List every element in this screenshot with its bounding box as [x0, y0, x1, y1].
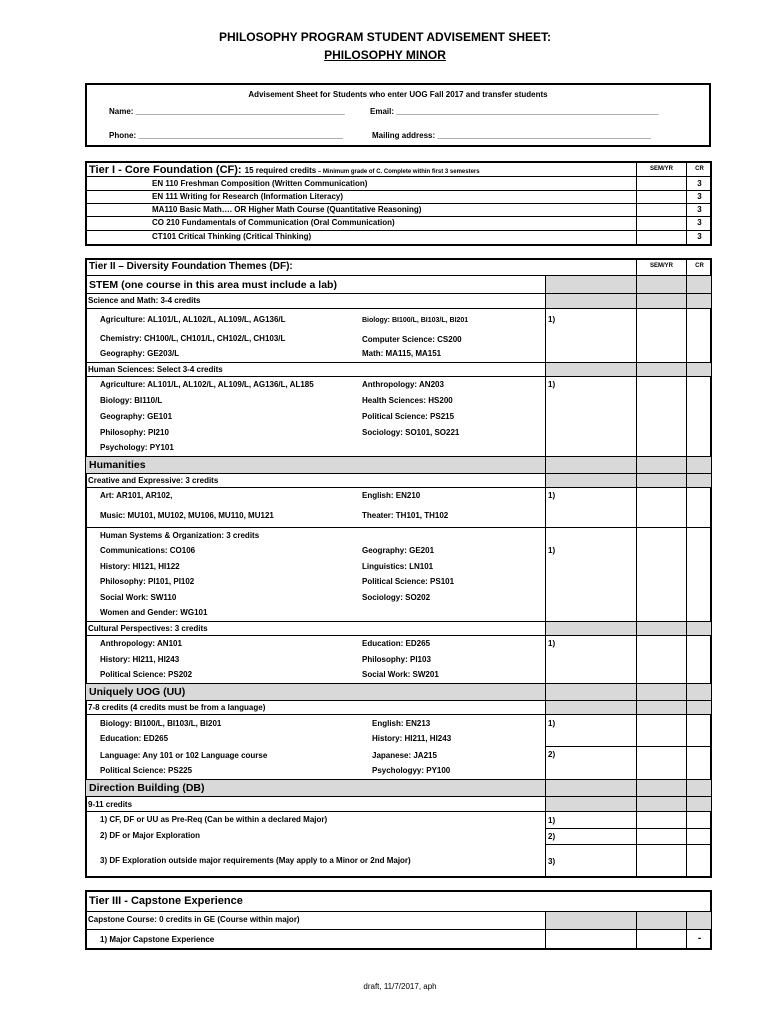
cult-label: Cultural Perspectives: 3 credits: [88, 624, 208, 633]
db-item-1: 1) CF, DF or UU as Pre-Req (Can be within a declared Major): [100, 815, 328, 824]
cs-courses: Computer Science: CS200: [362, 335, 462, 344]
sci-math-label: Science and Math: 3-4 credits: [88, 296, 201, 305]
page-title: PHILOSOPHY PROGRAM STUDENT ADVISEMENT SHEET:: [218, 30, 552, 44]
hum-sci-label: Human Sciences: Select 3-4 credits: [88, 365, 223, 374]
h-phil-courses: Philosophy: PI210: [100, 428, 169, 437]
tier2-sem-header: SEM/YR: [649, 263, 673, 269]
soc-courses: Sociology: SO202: [362, 593, 431, 602]
english-courses: English: EN210: [362, 491, 421, 500]
tier1-cr-1: 3: [697, 179, 702, 188]
db-credits: 9-11 credits: [88, 800, 133, 809]
theater-courses: Theater: TH101, TH102: [362, 511, 449, 520]
stem-slot-1[interactable]: 1): [548, 315, 556, 324]
hist-courses: History: HI121, HI122: [100, 562, 180, 571]
chem-courses: Chemistry: CH100/L, CH101/L, CH102/L, CH103/L: [100, 334, 286, 343]
stem-title: STEM (one course in this area must include a lab): [89, 279, 337, 291]
uu-slot-2[interactable]: 2): [548, 750, 556, 759]
agri-courses: Agriculture: AL101/L, AL102/L, AL109/L, AG136/L: [100, 315, 286, 324]
tier1-cr-header: CR: [695, 166, 704, 172]
page-subtitle: PHILOSOPHY MINOR: [324, 48, 446, 62]
tier1-course-4: CO 210 Fundamentals of Communication (Oral Communication): [152, 218, 395, 227]
sw2-courses: Social Work: SW201: [362, 670, 439, 679]
h-health-courses: Health Sciences: HS200: [362, 396, 453, 405]
hist2-courses: History: HI211, HI243: [100, 655, 180, 664]
info-heading: Advisement Sheet for Students who enter UOG Fall 2017 and transfer students: [248, 90, 548, 99]
uu-edu-courses: Education: ED265: [100, 734, 169, 743]
tier1-course-1: EN 110 Freshman Composition (Written Communication): [152, 179, 368, 188]
art-courses: Art: AR101, AR102,: [100, 491, 173, 500]
math-courses: Math: MA115, MA151: [362, 349, 442, 358]
cult-slot-1[interactable]: 1): [548, 639, 556, 648]
email-field[interactable]: Email: ___________________________________________________________: [370, 107, 659, 116]
uu-bio-courses: Biology: BI100/L, BI103/L, BI201: [100, 719, 222, 728]
hum-sci-slot-1[interactable]: 1): [548, 380, 556, 389]
tier1-sem-header: SEM/YR: [649, 166, 673, 172]
tier2-title: Tier II – Diversity Foundation Themes (DF):: [89, 261, 293, 272]
hso-slot-1[interactable]: 1): [548, 546, 556, 555]
wg-courses: Women and Gender: WG101: [100, 608, 208, 617]
tier1-cr-2: 3: [697, 192, 702, 201]
creative-label: Creative and Expressive: 3 credits: [88, 476, 219, 485]
h-anth-courses: Anthropology: AN203: [362, 380, 444, 389]
footer-note: draft, 11/7/2017, aph: [363, 982, 437, 991]
tier3-item: 1) Major Capstone Experience: [100, 935, 215, 944]
geo-courses: Geography: GE203/L: [100, 349, 180, 358]
ps-courses: Political Science: PS101: [362, 577, 455, 586]
creative-slot-1[interactable]: 1): [548, 491, 556, 500]
uu-ps-courses: Political Science: PS225: [100, 766, 193, 775]
music-courses: Music: MU101, MU102, MU106, MU110, MU121: [100, 511, 274, 520]
mailing-address-field[interactable]: Mailing address: ________________________________________________: [372, 131, 651, 140]
tier1-cr-5: 3: [697, 232, 702, 241]
db-title: Direction Building (DB): [89, 782, 205, 794]
uu-psy-courses: Psychologyy: PY100: [372, 766, 451, 775]
sw-courses: Social Work: SW110: [100, 593, 177, 602]
uu-english-courses: English: EN213: [372, 719, 431, 728]
db-item-3: 3) DF Exploration outside major requirements (May apply to a Minor or 2nd Major): [100, 856, 411, 865]
db-slot-3[interactable]: 3): [548, 857, 556, 866]
db-slot-2[interactable]: 2): [548, 832, 556, 841]
uu-slot-1[interactable]: 1): [548, 719, 556, 728]
anth-courses: Anthropology: AN101: [100, 639, 182, 648]
phil-courses: Philosophy: PI101, PI102: [100, 577, 195, 586]
h-geo-courses: Geography: GE101: [100, 412, 173, 421]
bio-courses: Biology: BI100/L, BI103/L, BI201: [362, 317, 469, 324]
tier2-cr-header: CR: [695, 263, 704, 269]
h-bio-courses: Biology: BI110/L: [100, 396, 163, 405]
tier3-cr: -: [697, 933, 702, 944]
tier1-course-3: MA110 Basic Math…. OR Higher Math Course (Quantitative Reasoning): [152, 205, 422, 214]
db-item-2: 2) DF or Major Exploration: [100, 831, 201, 840]
hso-label: Human Systems & Organization: 3 credits: [100, 531, 260, 540]
tier1-cr-3: 3: [697, 205, 702, 214]
uu-jap-courses: Japanese: JA215: [372, 751, 437, 760]
tier1-title: Tier I - Core Foundation (CF): 15 required credits – Minimum grade of C. Complete within first 3 semesters: [89, 164, 480, 176]
tier3-course: Capstone Course: 0 credits in GE (Course within major): [88, 915, 300, 924]
uu-title: Uniquely UOG (UU): [89, 686, 186, 698]
geo2-courses: Geography: GE201: [362, 546, 435, 555]
uu-credits: 7-8 credits (4 credits must be from a language): [88, 703, 266, 712]
humanities-title: Humanities: [89, 459, 146, 471]
h-psy-courses: Psychology: PY101: [100, 443, 174, 452]
comm-courses: Communications: CO106: [100, 546, 196, 555]
phone-field[interactable]: Phone: ______________________________________________: [109, 131, 343, 140]
tier1-course-2: EN 111 Writing for Research (Information Literacy): [152, 192, 344, 201]
ling-courses: Linguistics: LN101: [362, 562, 434, 571]
uu-hist-courses: History: HI211, HI243: [372, 734, 452, 743]
tier3-title: Tier III - Capstone Experience: [89, 895, 243, 907]
edu-courses: Education: ED265: [362, 639, 431, 648]
h-agri-courses: Agriculture: AL101/L, AL102/L, AL109/L, AG136/L, AL185: [100, 380, 314, 389]
uu-lang-courses: Language: Any 101 or 102 Language course: [100, 751, 268, 760]
db-slot-1[interactable]: 1): [548, 816, 556, 825]
tier1-cr-4: 3: [697, 218, 702, 227]
phil2-courses: Philosophy: PI103: [362, 655, 431, 664]
ps2-courses: Political Science: PS202: [100, 670, 193, 679]
h-ps-courses: Political Science: PS215: [362, 412, 455, 421]
h-soc-courses: Sociology: SO101, SO221: [362, 428, 460, 437]
name-field[interactable]: Name: _______________________________________________: [109, 107, 345, 116]
tier1-course-5: CT101 Critical Thinking (Critical Thinking): [152, 232, 312, 241]
